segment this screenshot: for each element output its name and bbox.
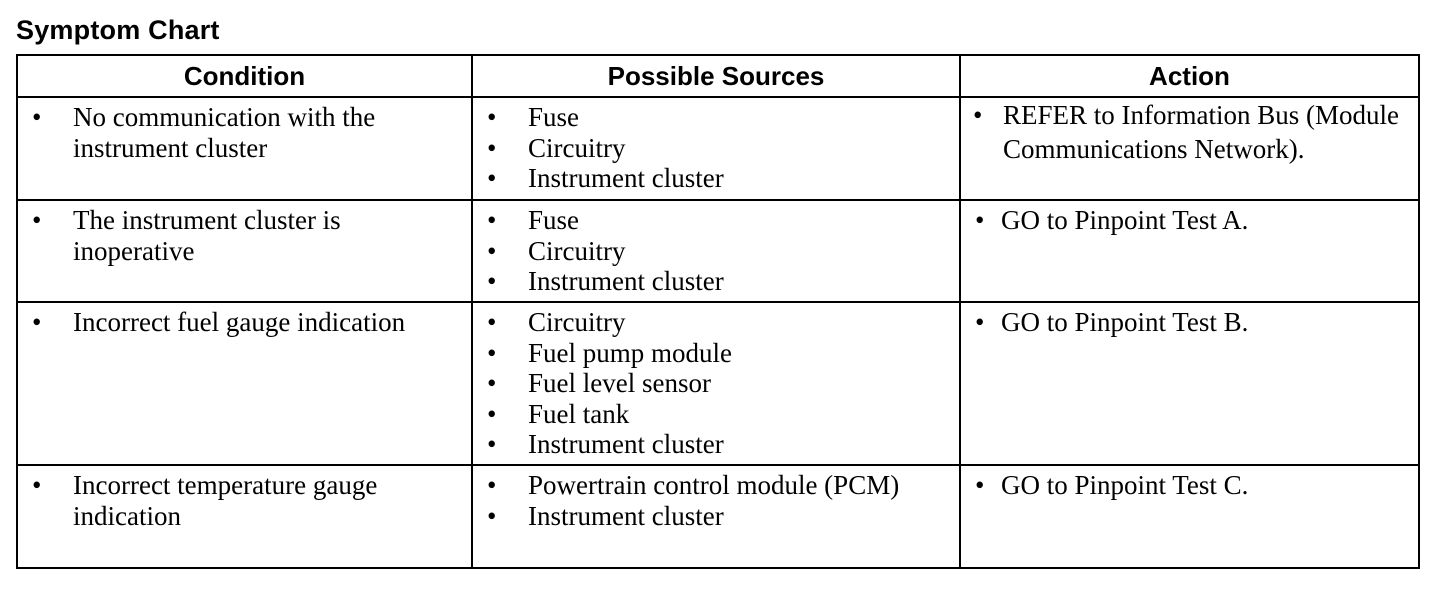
action-cell: [960, 465, 1419, 568]
header-action: Action: [960, 55, 1419, 97]
action-cell: [960, 302, 1419, 465]
list-item: • Fuse: [473, 205, 959, 236]
action-list: [961, 466, 1418, 501]
list-item: • Instrument cluster: [473, 163, 959, 194]
list-item: • Circuitry: [473, 307, 959, 338]
condition-list: [18, 201, 471, 266]
header-possible-sources: Possible Sources: [472, 55, 960, 97]
list-item: • Incorrect temperature gauge indication: [18, 470, 471, 531]
symptom-table: [16, 54, 1420, 569]
table-header-row: [17, 55, 1419, 97]
list-item: • Circuitry: [473, 133, 959, 164]
chart-title: Symptom Chart: [16, 15, 220, 45]
list-item: • REFER to Information Bus (Module Communications Network).: [961, 98, 1418, 166]
sources-list: [473, 303, 959, 460]
condition-cell: [17, 465, 472, 568]
list-item: • No communication with the instrument cluster: [18, 102, 471, 163]
list-item: • Instrument cluster: [473, 501, 959, 532]
list-item: • GO to Pinpoint Test A.: [961, 205, 1418, 236]
list-item: • Circuitry: [473, 236, 959, 267]
condition-cell: [17, 97, 472, 200]
action-list: [961, 303, 1418, 338]
table-row: [17, 302, 1419, 465]
action-list: [961, 201, 1418, 236]
condition-cell: [17, 302, 472, 465]
table-row: [17, 200, 1419, 302]
condition-list: [18, 303, 471, 338]
list-item: • Fuel tank: [473, 399, 959, 430]
sources-list: [473, 201, 959, 297]
sources-list: [473, 466, 959, 531]
list-item: • Instrument cluster: [473, 429, 959, 460]
list-item: • GO to Pinpoint Test B.: [961, 307, 1418, 338]
sources-cell: [472, 200, 960, 302]
action-cell: [960, 200, 1419, 302]
header-condition: Condition: [17, 55, 472, 97]
table-row: [17, 465, 1419, 568]
list-item: • GO to Pinpoint Test C.: [961, 470, 1418, 501]
sources-cell: [472, 97, 960, 200]
condition-list: [18, 98, 471, 163]
list-item: • Fuel pump module: [473, 338, 959, 369]
list-item: • Powertrain control module (PCM): [473, 470, 959, 501]
condition-list: [18, 466, 471, 531]
sources-list: [473, 98, 959, 194]
list-item: • Incorrect fuel gauge indication: [18, 307, 471, 338]
list-item: • Fuel level sensor: [473, 368, 959, 399]
table-row: [17, 97, 1419, 200]
action-list: [961, 98, 1418, 166]
condition-cell: [17, 200, 472, 302]
sources-cell: [472, 465, 960, 568]
action-cell: [960, 97, 1419, 200]
sources-cell: [472, 302, 960, 465]
list-item: • The instrument cluster is inoperative: [18, 205, 471, 266]
list-item: • Fuse: [473, 102, 959, 133]
list-item: • Instrument cluster: [473, 266, 959, 297]
